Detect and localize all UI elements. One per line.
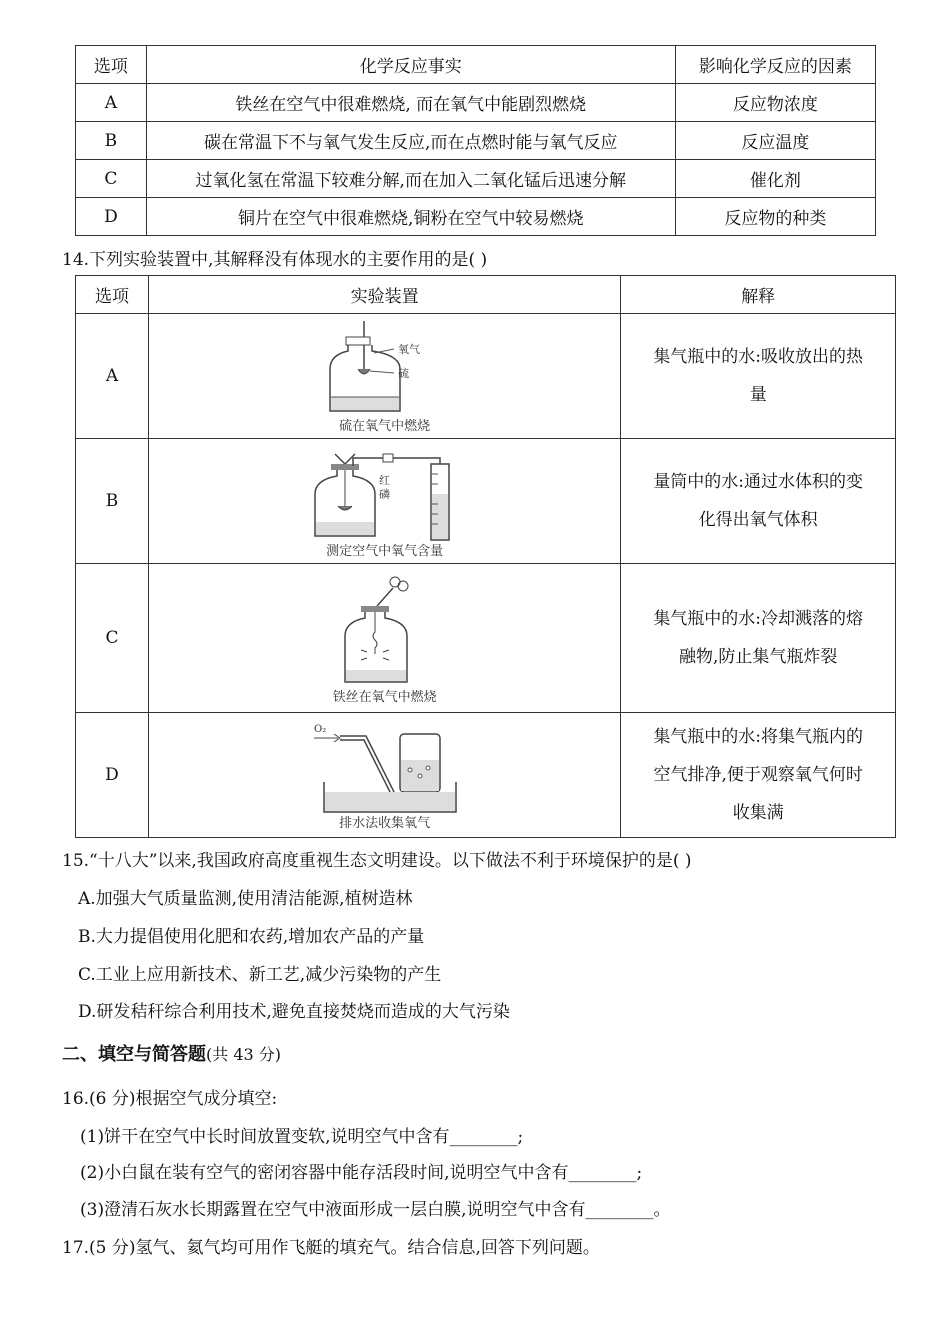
sulfur-combustion-diagram [310,319,460,419]
section-score: (共 43 分) [206,1045,282,1064]
oxygen-content-diagram [305,444,465,544]
option-cell: A [76,314,149,439]
factor-cell: 反应物的种类 [675,198,875,236]
q15-option-c: C.工业上应用新技术、新工艺,减少污染物的产生 [78,965,442,985]
figure-caption: 硫在氧气中燃烧 [339,418,431,434]
explanation-cell [621,564,896,713]
q13-table [75,45,876,236]
table-header-cell: 实验装置 [148,276,620,314]
oxygen-label: 氧气 [397,342,420,356]
factor-cell: 催化剂 [675,160,875,198]
table-row [76,160,876,198]
explanation-line: 收集满 [732,803,784,823]
phosphorus-label: 磷 [378,487,390,501]
table-row [76,439,896,564]
q14-table [75,275,896,838]
table-header-row [76,276,896,314]
apparatus-cell [148,314,620,439]
table-row [76,314,896,439]
explanation-line: 化得出氧气体积 [698,510,818,530]
table-row [76,564,896,713]
explanation-cell [621,713,896,838]
factor-cell: 反应物浓度 [675,84,875,122]
explanation-line: 集气瓶中的水:将集气瓶内的 [653,727,864,747]
option-cell: C [76,564,149,713]
q16-item-2: (2)小白鼠在装有空气的密闭容器中能存活段时间,说明空气中含有________; [80,1163,643,1183]
q16-item-1: (1)饼干在空气中长时间放置变软,说明空气中含有________; [80,1127,524,1147]
table-header-cell: 影响化学反应的因素 [675,46,875,84]
q15-option-a: A.加强大气质量监测,使用清洁能源,植树造林 [78,889,413,909]
figure-caption: 铁丝在氧气中燃烧 [332,689,437,705]
option-cell: C [76,160,147,198]
table-row [76,713,896,838]
explanation-line: 融物,防止集气瓶炸裂 [678,647,838,667]
option-cell: D [76,713,149,838]
fact-cell: 过氧化氢在常温下较难分解,而在加入二氧化锰后迅速分解 [146,160,675,198]
q16-item-3: (3)澄清石灰水长期露置在空气中液面形成一层白膜,说明空气中含有________。 [80,1200,671,1220]
explanation-line: 集气瓶中的水:冷却溅落的熔 [653,609,864,629]
option-cell: B [76,122,147,160]
figure-caption: 测定空气中氧气含量 [326,543,444,559]
table-row [76,122,876,160]
iron-wire-combustion-diagram [315,572,455,690]
table-row [76,84,876,122]
fact-cell: 铁丝在空气中很难燃烧, 而在氧气中能剧烈燃烧 [146,84,675,122]
figure-caption: 排水法收集氧气 [339,815,431,831]
explanation-line: 集气瓶中的水:吸收放出的热 [653,347,864,367]
red-label: 红 [378,473,390,487]
oxygen-formula-label: O₂ [313,723,326,735]
apparatus-cell [148,713,620,838]
table-row [76,198,876,236]
q16-stem: 16.(6 分)根据空气成分填空: [62,1089,278,1109]
table-header-cell: 化学反应事实 [146,46,675,84]
option-cell: D [76,198,147,236]
explanation-cell [621,439,896,564]
q14-stem: 14.下列实验装置中,其解释没有体现水的主要作用的是( ) [62,250,488,270]
table-header-cell: 选项 [76,46,147,84]
explanation-line: 空气排净,便于观察氧气何时 [653,765,863,785]
section-title: 二、填空与简答题 [62,1044,206,1065]
table-header-cell: 选项 [76,276,149,314]
fact-cell: 碳在常温下不与氧气发生反应,而在点燃时能与氧气反应 [146,122,675,160]
factor-cell: 反应温度 [675,122,875,160]
water-displacement-diagram [310,720,460,816]
section-heading [62,1040,281,1066]
table-header-cell: 解释 [621,276,896,314]
q17-stem: 17.(5 分)氢气、氦气均可用作飞艇的填充气。结合信息,回答下列问题。 [62,1238,600,1258]
explanation-cell [621,314,896,439]
apparatus-cell [148,439,620,564]
fact-cell: 铜片在空气中很难燃烧,铜粉在空气中较易燃烧 [146,198,675,236]
q15-option-b: B.大力提倡使用化肥和农药,增加农产品的产量 [78,927,425,947]
q15-option-d: D.研发秸秆综合利用技术,避免直接焚烧而造成的大气污染 [78,1002,510,1022]
explanation-line: 量 [749,385,767,405]
sulfur-label: 硫 [397,366,409,380]
option-cell: B [76,439,149,564]
option-cell: A [76,84,147,122]
explanation-line: 量筒中的水:通过水体积的变 [653,472,864,492]
table-header-row [76,46,876,84]
apparatus-cell [148,564,620,713]
q15-stem: 15.“十八大”以来,我国政府高度重视生态文明建设。以下做法不利于环境保护的是( ) [62,851,692,871]
